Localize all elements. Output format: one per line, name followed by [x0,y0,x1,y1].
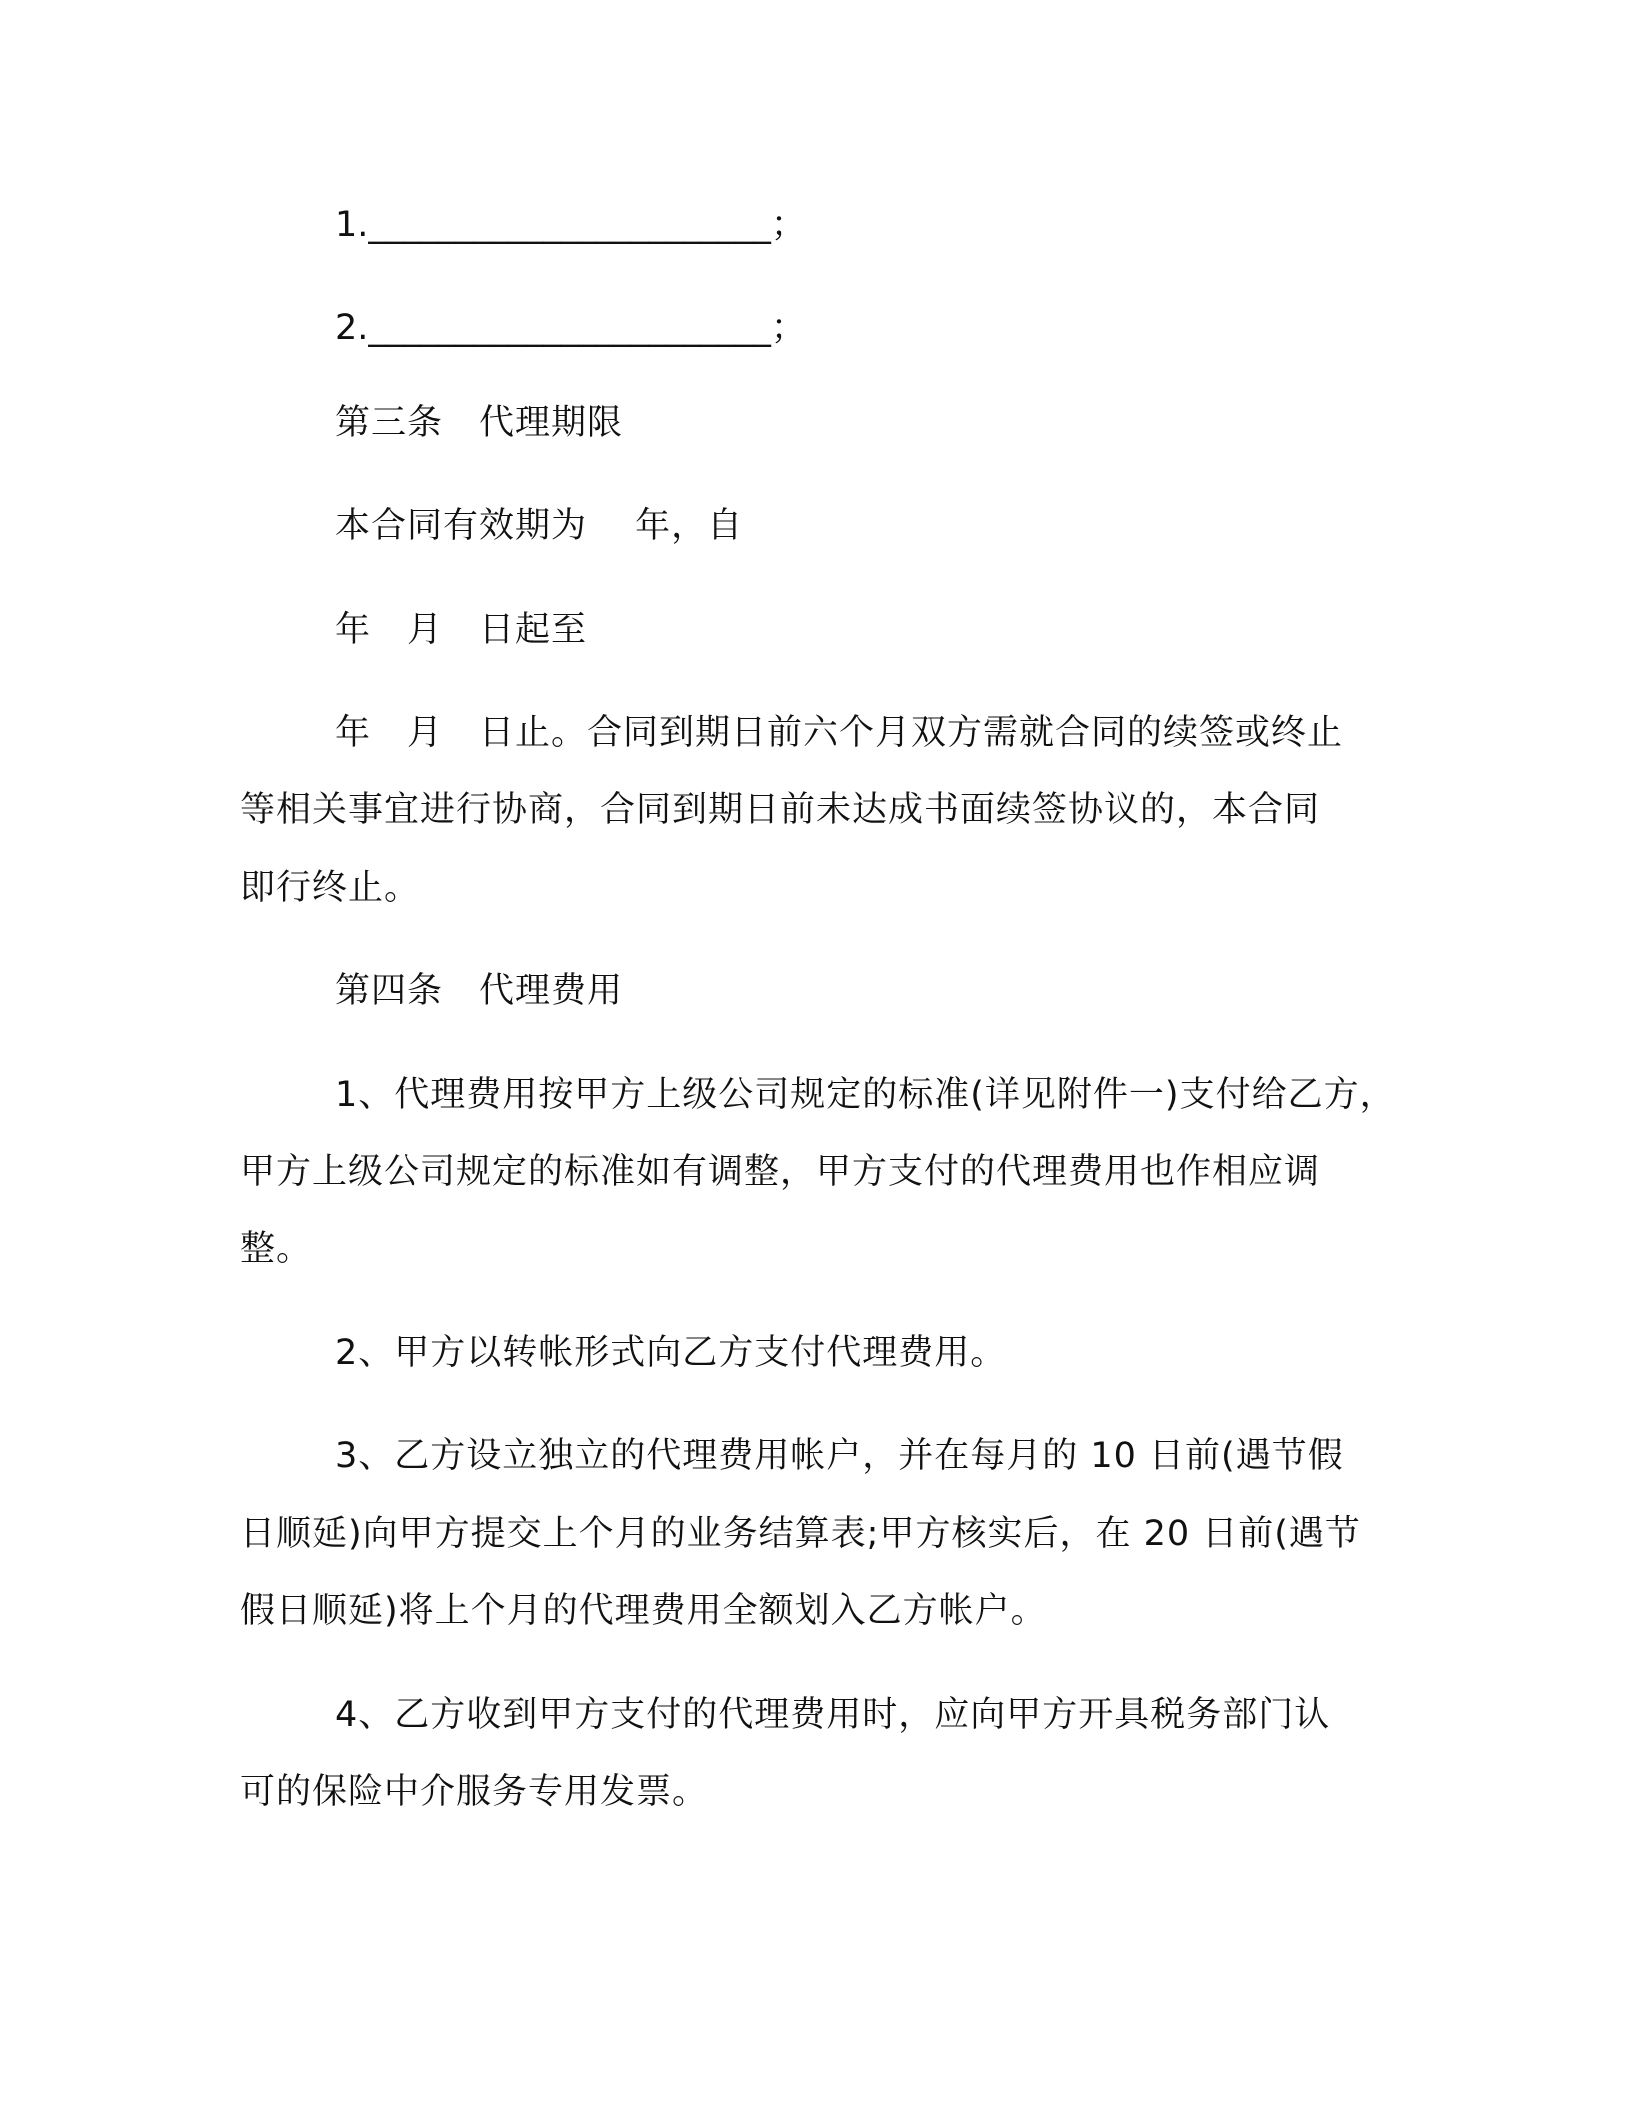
article4-item1-line3: 整。 [240,1229,313,1269]
article4-heading: 第四条 代理费用 [335,971,624,1011]
article3-para-line3: 即行终止。 [240,868,421,908]
article4-item3-line3: 假日顺延)将上个月的代理费用全额划入乙方帐户。 [240,1591,1047,1631]
article3-line1: 本合同有效期为 年，自 [335,506,744,546]
article4-item1-line2: 甲方上级公司规定的标准如有调整，甲方支付的代理费用也作相应调 [240,1152,1321,1192]
article4-item3-line1: 3、乙方设立独立的代理费用帐户，并在每月的 10 日前(遇节假 [335,1436,1344,1476]
article4-item1-line1: 1、代理费用按甲方上级公司规定的标准(详见附件一)支付给乙方， [335,1075,1396,1115]
article3-para-line1: 年 月 日止。合同到期日前六个月双方需就合同的续签或终止 [335,713,1344,753]
article4-item4-line1: 4、乙方收到甲方支付的代理费用时，应向甲方开具税务部门认 [335,1695,1331,1735]
article3-line2: 年 月 日起至 [335,610,588,650]
blank-item-2: 2._______________________； [335,308,806,348]
blank-item-1: 1._______________________； [335,205,806,245]
article3-para-line2: 等相关事宜进行协商，合同到期日前未达成书面续签协议的，本合同 [240,790,1321,830]
article4-item2-line1: 2、甲方以转帐形式向乙方支付代理费用。 [335,1333,1007,1373]
article4-item3-line2: 日顺延)向甲方提交上个月的业务结算表;甲方核实后，在 20 日前(遇节 [240,1514,1361,1554]
article4-item4-line2: 可的保险中介服务专用发票。 [240,1772,709,1812]
article3-heading: 第三条 代理期限 [335,403,624,443]
